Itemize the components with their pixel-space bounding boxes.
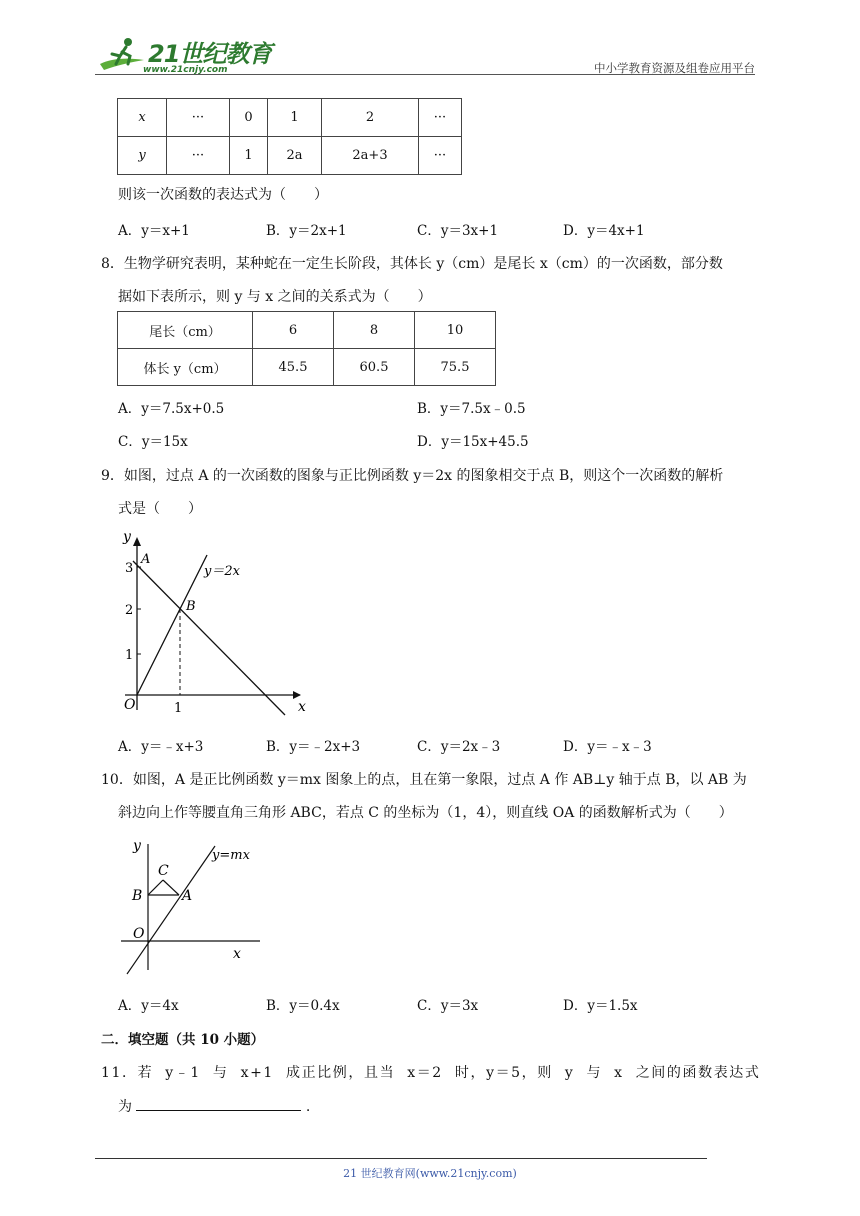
q10-segment-ca — [163, 880, 179, 895]
q7-cell: x — [118, 99, 167, 137]
q7-option-d: D．y＝4x+1 — [563, 223, 645, 239]
section-fill-in-title: 二．填空题（共 10 小题） — [101, 1032, 265, 1048]
q10-option-b: B．y＝0.4x — [266, 998, 340, 1014]
q10-stem-line1: 10．如图，A 是正比例函数 y＝mx 图象上的点，且在第一象限，过点 A 作 AB⊥y 轴于点 B，以 AB 为 — [101, 772, 747, 788]
q9-x-tick: 1 — [174, 701, 183, 716]
q10-line-label: y=mx — [212, 848, 250, 863]
q11-stem-line2 — [118, 1096, 310, 1116]
q9-stem-line2: 式是（ ） — [118, 501, 202, 517]
q7-cell: 2a — [268, 137, 322, 175]
q7-cell: 0 — [230, 99, 268, 137]
q9-option-b: B．y＝﹣2x+3 — [266, 739, 361, 755]
q7-cell: ··· — [167, 99, 230, 137]
q8-option-d: D．y＝15x+45.5 — [417, 434, 529, 450]
q9-option-c: C．y＝2x﹣3 — [417, 739, 501, 755]
q7-table — [117, 98, 462, 175]
q11-prefix: 为 — [118, 1099, 132, 1115]
q9-y-tick: 3 — [125, 561, 134, 576]
logo-text: 21世纪教育 — [148, 40, 272, 68]
q7-cell: 1 — [230, 137, 268, 175]
q10-option-a: A．y＝4x — [118, 998, 179, 1014]
q9-y-tick: 1 — [125, 648, 134, 663]
q9-figure — [115, 525, 325, 725]
q8-cell: 体长 y（cm） — [118, 349, 253, 386]
q8-stem-line1: 8．生物学研究表明，某种蛇在一定生长阶段，其体长 y（cm）是尾长 x（cm）的一次函数，部分数 — [101, 256, 723, 272]
footer-divider — [95, 1158, 707, 1159]
q8-table — [117, 311, 496, 386]
q8-cell: 8 — [334, 312, 415, 349]
q7-cell: 2a+3 — [322, 137, 419, 175]
header-divider — [95, 74, 755, 75]
q8-cell: 10 — [415, 312, 496, 349]
q9-x-label: x — [298, 699, 306, 715]
q9-point-b: B — [186, 599, 196, 614]
q7-option-a: A．y＝x+1 — [118, 223, 190, 239]
q10-line-ymx — [127, 846, 215, 974]
q8-cell: 75.5 — [415, 349, 496, 386]
q10-point-b: B — [132, 888, 143, 904]
q7-cell: ··· — [419, 99, 462, 137]
q10-segment-bc — [148, 880, 163, 895]
q10-point-c: C — [158, 863, 169, 879]
q7-cell: y — [118, 137, 167, 175]
q9-option-a: A．y＝﹣x+3 — [118, 739, 204, 755]
q9-origin-label: O — [124, 697, 136, 713]
q10-stem-line2: 斜边向上作等腰直角三角形 ABC，若点 C 的坐标为（1，4），则直线 OA 的函数解析式为（ ） — [118, 805, 733, 821]
q9-point-a: A — [141, 552, 151, 567]
q11-answer-blank[interactable] — [136, 1098, 301, 1111]
q9-line-through-a — [133, 561, 285, 715]
q7-cell: ··· — [419, 137, 462, 175]
q7-option-c: C．y＝3x+1 — [417, 223, 499, 239]
q9-y-label: y — [123, 529, 131, 545]
q10-option-d: D．y＝1.5x — [563, 998, 638, 1014]
q10-option-c: C．y＝3x — [417, 998, 479, 1014]
q7-cell: ··· — [167, 137, 230, 175]
q8-cell: 45.5 — [253, 349, 334, 386]
q11-stem-line1: 11．若 y﹣1 与 x+1 成正比例，且当 x＝2 时，y＝5，则 y 与 x 之间的函数表达式 — [101, 1065, 761, 1081]
q7-cell: 1 — [268, 99, 322, 137]
q8-option-c: C．y＝15x — [118, 434, 188, 450]
q8-cell: 6 — [253, 312, 334, 349]
header-platform-text: 中小学教育资源及组卷应用平台 — [594, 61, 755, 75]
q9-x-arrow-icon — [293, 691, 301, 699]
q8-cell: 60.5 — [334, 349, 415, 386]
q9-y-tick: 2 — [125, 603, 134, 618]
q10-y-label: y — [133, 838, 141, 854]
q9-y-arrow-icon — [133, 537, 141, 546]
q9-stem-line1: 9．如图，过点 A 的一次函数的图象与正比例函数 y＝2x 的图象相交于点 B，则这个一次函数的解析 — [101, 468, 724, 484]
q10-x-label: x — [233, 946, 241, 962]
q7-cell: 2 — [322, 99, 419, 137]
q7-prompt: 则该一次函数的表达式为（ ） — [118, 187, 328, 203]
q10-point-a: A — [182, 888, 193, 904]
q10-figure — [115, 832, 275, 982]
footer-text: 21 世纪教育网(www.21cnjy.com) — [343, 1167, 517, 1180]
q11-suffix: . — [305, 1099, 311, 1115]
q8-stem-line2: 据如下表所示，则 y 与 x 之间的关系式为（ ） — [118, 289, 432, 305]
logo-subtext: www.21cnjy.com — [143, 65, 228, 75]
q10-origin-label: O — [133, 926, 145, 942]
q8-option-b: B．y＝7.5x﹣0.5 — [417, 401, 526, 417]
q9-line-label: y＝2x — [204, 564, 240, 579]
q8-option-a: A．y＝7.5x+0.5 — [118, 401, 225, 417]
q7-option-b: B．y＝2x+1 — [266, 223, 347, 239]
q8-cell: 尾长（cm） — [118, 312, 253, 349]
runner-logo-icon — [98, 34, 148, 74]
q9-option-d: D．y＝﹣x﹣3 — [563, 739, 652, 755]
